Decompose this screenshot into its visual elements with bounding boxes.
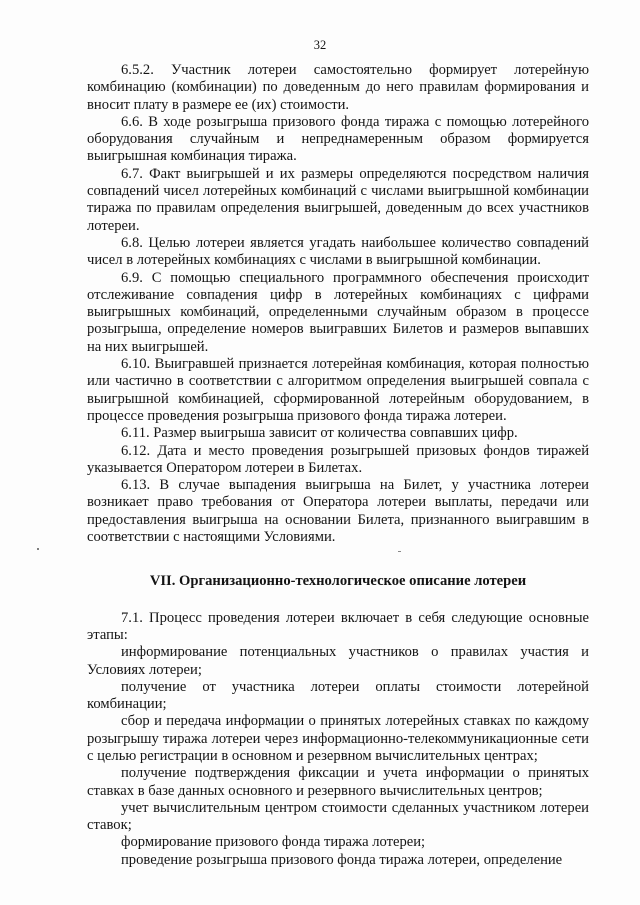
paragraph-7-1: 7.1. Процесс проведения лотереи включает в себя следующие основные этапы: xyxy=(87,609,589,643)
list-item-informing: информирование потенциальных участников о правилах участия и Условиях лотереи; xyxy=(87,644,589,678)
paragraph-6-12: 6.12. Дата и место проведения розыгрышей призовых фондов тиражей указывается Оператором лотереи в Билетах. xyxy=(87,442,589,476)
paragraph-6-5-2: 6.5.2. Участник лотереи самостоятельно формирует лотерейную комбинацию (комбинации) по доведенным до него правилам формирования и вносит плату в размере ее (их) стоимости. xyxy=(87,62,589,113)
section-heading: VII. Организационно-технологическое описание лотереи xyxy=(149,573,527,590)
paragraph-6-11: 6.11. Размер выигрыша зависит от количества совпавших цифр. xyxy=(121,425,518,442)
document-text xyxy=(87,62,589,869)
paragraph-6-10: 6.10. Выигравшей признается лотерейная комбинация, которая полностью или частично в соответствии с алгоритмом определения выигрышей совпала с выигрышной комбинацией, сформированной лотерейным оборудованием, в процессе проведения розыгрыша призового фонда тиража лотереи. xyxy=(87,356,589,424)
list-item-drawing: проведение розыгрыша призового фонда тиража лотереи, определение xyxy=(121,851,563,868)
paragraph-6-8: 6.8. Целью лотереи является угадать наибольшее количество совпадений чисел в лотерейных комбинациях с числами в выигрышной комбинации. xyxy=(87,234,589,269)
paragraph-6-6: 6.6. В ходе розыгрыша призового фонда тиража с помощью лотерейного оборудования случайным и непреднамеренным образом формируется выигрышная комбинация тиража. xyxy=(87,113,589,165)
page-number: 32 xyxy=(313,38,327,52)
paragraph-6-7: 6.7. Факт выигрышей и их размеры определяются посредством наличия совпадений чисел лотерейных комбинаций с числами выигрышной комбинации тиража по правилам определения выигрышей, доведенным до всех участников лотереи. xyxy=(87,165,589,234)
list-item-data-collection: сбор и передача информации о принятых лотерейных ставках по каждому розыгрышу тиража лотереи через информационно-телекоммуникационные сети с целью регистрации в основном и резервном вычислительных центрах; xyxy=(87,713,589,764)
list-item-payment: получение от участника лотереи оплаты стоимости лотерейной комбинации; xyxy=(87,678,589,713)
paragraph-6-13: 6.13. В случае выпадения выигрыша на Билет, у участника лотереи возникает право требования от Оператора лотереи выплаты, передачи или предоставления выигрыша на основании Билета, признанного выигравшим в соответствии с настоящими Условиями. xyxy=(87,477,589,546)
list-item-accounting: учет вычислительным центром стоимости сделанных участником лотереи ставок; xyxy=(87,799,589,834)
scan-speck xyxy=(398,551,401,552)
list-item-confirmation: получение подтверждения фиксации и учета информации о принятых ставках в базе данных основного и резервного вычислительных центров; xyxy=(87,765,589,799)
section-body xyxy=(87,610,589,869)
paragraph-6-9: 6.9. С помощью специального программного обеспечения происходит отслеживание совпадения цифр в лотерейных комбинациях с цифрами выигрышных комбинаций, определенными случайным образом в процессе розыгрыша, определение номеров выигравших Билетов и размеров выпавших на них выигрышей. xyxy=(87,269,589,355)
list-item-prize-fund: формирование призового фонда тиража лотереи; xyxy=(121,834,426,851)
scan-speck xyxy=(37,548,39,550)
